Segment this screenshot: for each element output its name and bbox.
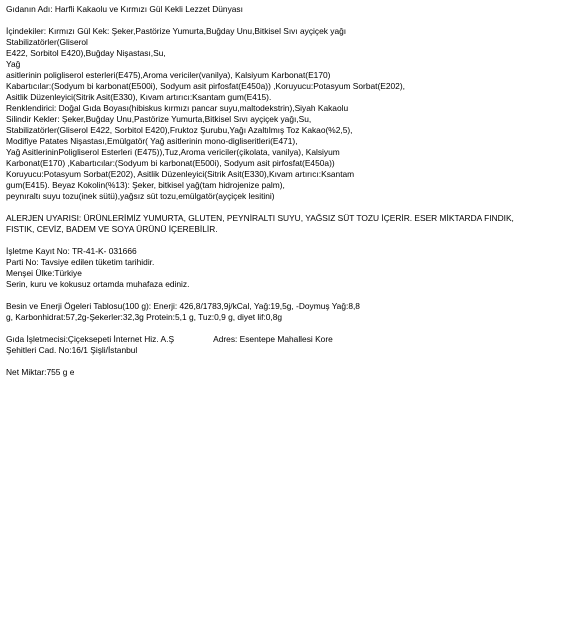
- nutrition-line: g, Karbonhidrat:57,2g-Şekerler:32,3g Protein:5,1 g, Tuz:0,9 g, diyet lif:0,8g: [6, 312, 283, 322]
- ingredients-line: Modifiye Patates Nişastası,Emülgatör( Yağ asitlerinin mono-digliseritleri(E471),: [6, 136, 298, 146]
- ingredients-line: Yağ AsitlerininPoligliserol Esterleri (E475)),Tuz,Aroma vericiler(çikolata, vanilya), Kalsiyum: [6, 147, 340, 157]
- spacer: [6, 290, 576, 301]
- ingredients-line: Asitlik Düzenleyici(Sitrik Asit(E330), Kıvam artırıcı:Ksantam gum(E415).: [6, 92, 272, 102]
- ingredients-line: gum(E415). Beyaz Kokolin(%13): Şeker, bitkisel yağ(tam hidrojenize palm),: [6, 180, 285, 190]
- registration-number: İşletme Kayıt No: TR-41-K- 031666: [6, 246, 137, 256]
- ingredients-line: Koruyucu:Potasyum Sorbat(E202), Asitlik Düzenleyici(Sitrik Asit(E330),Kıvam artırıcı:Ksantam: [6, 169, 355, 179]
- ingredients-line: Kabartıcılar:(Sodyum bi karbonat(E500i), Sodyum asit pirfosfat(E450a)) ,Koruyucu:Potasyum Sorbat(E202),: [6, 81, 405, 91]
- business-operator: Gıda İşletmecisi:Çiçeksepeti İnternet Hiz. A.Ş Adres: Esentepe Mahallesi Kore: [6, 334, 333, 344]
- ingredients-line: Karbonat(E170) ,Kabartıcılar:(Sodyum bi karbonat(E500i), Sodyum asit pirfosfat(E450a)): [6, 158, 335, 168]
- ingredients-line: peynıraltı suyu tozu(inek sütü),yağsız süt tozu,emülgatör(ayçiçek lesitini): [6, 191, 275, 201]
- nutrition-line: Besin ve Enerji Ögeleri Tablosu(100 g): Enerji: 426,8/1783,9j/kCal, Yağ:19,5g, -Doymuş Yağ:8,8: [6, 301, 360, 311]
- ingredients-block: [6, 26, 576, 202]
- ingredients-line: İçindekiler: Kırmızı Gül Kek: Şeker,Pastörize Yumurta,Buğday Unu,Bitkisel Sıvı ayçiçek yağı: [6, 26, 347, 36]
- ingredients-line: Renklendirici: Doğal Gıda Boyası(hibiskus kırmızı pancar suyu,maltodekstrin),Siyah Kakaolu: [6, 103, 349, 113]
- ingredients-line: Stabilizatörler(Gliserol: [6, 37, 88, 47]
- country-of-origin: Menşei Ülke:Türkiye: [6, 268, 82, 278]
- allergen-warning-block: [6, 213, 576, 235]
- allergen-warning-line: FISTIK, CEVİZ, BADEM VE SOYA ÜRÜNÜ İÇEREBİLİR.: [6, 224, 218, 234]
- spacer: [6, 15, 576, 26]
- spacer: [6, 235, 576, 246]
- registration-block: [6, 246, 576, 290]
- ingredients-line: asitlerinin poligliserol esterleri(E475),Aroma vericiler(vanilya), Kalsiyum Karbonat(E170): [6, 70, 331, 80]
- product-label-document: [6, 4, 576, 378]
- ingredients-line: Yağ: [6, 59, 21, 69]
- business-address: Şehitleri Cad. No:16/1 Şişli/İstanbul: [6, 345, 138, 355]
- nutrition-block: [6, 301, 576, 323]
- allergen-warning-line: ALERJEN UYARISI: ÜRÜNLERİMİZ YUMURTA, GLUTEN, PEYNİRALTI SUYU, YAĞSIZ SÜT TOZU İÇERİR. ESER MİKTARDA FINDIK,: [6, 213, 514, 223]
- spacer: [6, 202, 576, 213]
- ingredients-line: Silindir Kekler: Şeker,Buğday Unu,Pastörize Yumurta,Bitkisel Sıvı ayçiçek yağı,Su,: [6, 114, 312, 124]
- spacer: [6, 323, 576, 334]
- net-quantity: Net Miktar:755 g e: [6, 367, 75, 377]
- storage-instructions: Serin, kuru ve kokusuz ortamda muhafaza ediniz.: [6, 279, 190, 289]
- product-name: Gıdanın Adı: Harfli Kakaolu ve Kırmızı Gül Kekli Lezzet Dünyası: [6, 4, 243, 14]
- ingredients-line: E422, Sorbitol E420),Buğday Nişastası,Su,: [6, 48, 166, 58]
- batch-number: Parti No: Tavsiye edilen tüketim tarihidir.: [6, 257, 155, 267]
- ingredients-line: Stabilizatörler(Gliserol E422, Sorbitol E420),Fruktoz Şurubu,Yağı Azaltılmış Toz Kakao(%2,5),: [6, 125, 353, 135]
- spacer: [6, 356, 576, 367]
- business-block: [6, 334, 576, 356]
